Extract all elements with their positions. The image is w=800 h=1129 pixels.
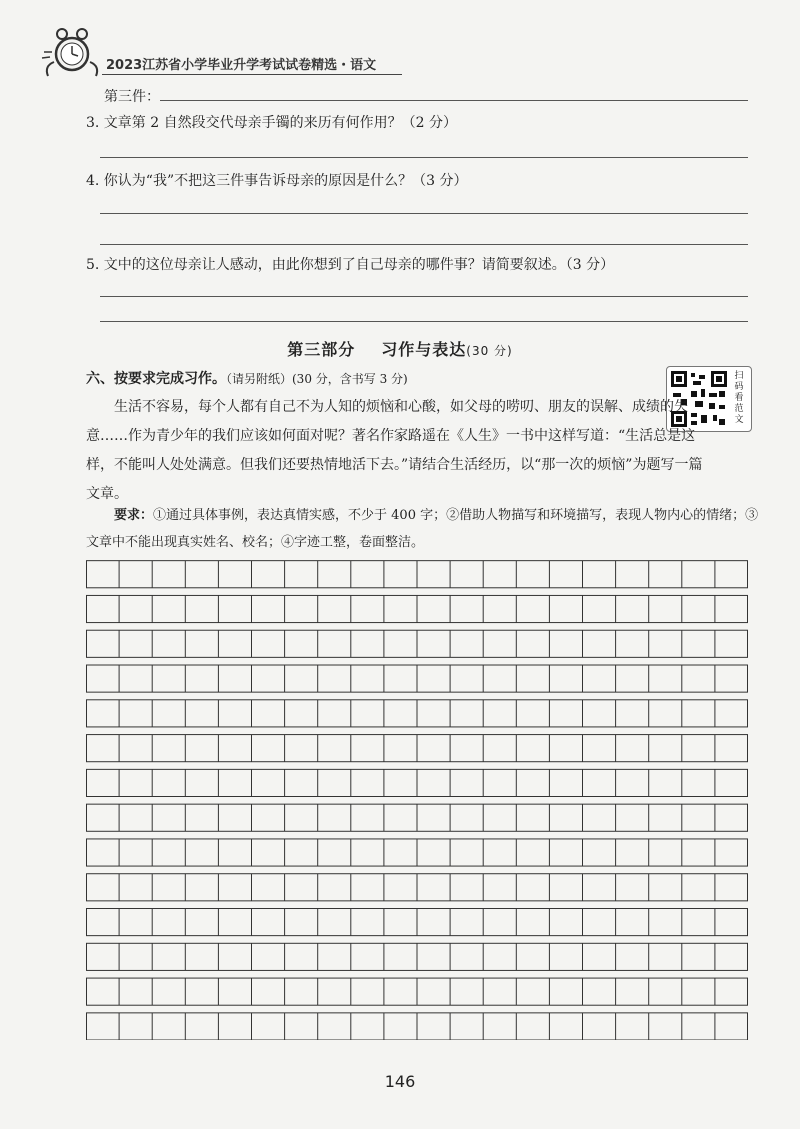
grid-row[interactable] bbox=[87, 665, 748, 692]
grid-row[interactable] bbox=[87, 735, 748, 762]
answer-line bbox=[100, 213, 748, 214]
question-3: 3. 文章第 2 自然段交代母亲手镯的来历有何作用？（2 分） bbox=[86, 115, 457, 131]
header-title: 2023江苏省小学毕业升学考试试卷精选・语文 bbox=[106, 58, 377, 73]
answer-line bbox=[100, 157, 748, 158]
section-score: (30 分) bbox=[466, 344, 513, 358]
grid-row[interactable] bbox=[87, 769, 748, 796]
grid-row[interactable] bbox=[87, 595, 748, 622]
grid-row[interactable] bbox=[87, 630, 748, 657]
section-title-part: 第三部分 bbox=[287, 340, 356, 359]
third-item-label: 第三件： bbox=[104, 89, 160, 105]
answer-line bbox=[100, 321, 748, 322]
grid-row[interactable] bbox=[87, 839, 748, 866]
answer-line bbox=[160, 100, 748, 101]
grid-row[interactable] bbox=[87, 909, 748, 936]
task-heading bbox=[86, 368, 408, 388]
question-4: 4. 你认为“我”不把这三件事告诉母亲的原因是什么？（3 分） bbox=[86, 173, 468, 189]
requirements-text: ①通过具体事例，表达真情实感，不少于 400 字；②借助人物描写和环境描写，表现人物内心的情绪；③文章中不能出现真实姓名、校名；④字迹工整，卷面整洁。 bbox=[86, 508, 759, 550]
answer-line bbox=[100, 296, 748, 297]
requirements-label: 要求： bbox=[114, 508, 154, 523]
task-heading-text: 六、按要求完成习作。 bbox=[86, 371, 226, 387]
answer-line bbox=[100, 244, 748, 245]
grid-row[interactable] bbox=[87, 943, 748, 970]
grid-row[interactable] bbox=[87, 978, 748, 1005]
section-title-name: 习作与表达 bbox=[381, 340, 467, 359]
grid-row[interactable] bbox=[87, 804, 748, 831]
task-requirements bbox=[86, 502, 766, 556]
section-title bbox=[0, 337, 800, 360]
grid-row[interactable] bbox=[87, 561, 748, 588]
clock-mascot-icon bbox=[40, 22, 104, 82]
task-paragraph: 生活不容易，每个人都有自己不为人知的烦恼和心酸，如父母的唠叨、朋友的误解、成绩的失意……作为青少年的我们应该如何面对呢？著名作家路遥在《人生》一书中这样写道：“生活总是这样，不能叫人处处满意。但我们还要热情地活下去。”请结合生活经历，以“那一次的烦恼”为题写一篇文章。 bbox=[86, 399, 703, 502]
grid-row[interactable] bbox=[87, 700, 748, 727]
grid-row[interactable] bbox=[87, 1013, 748, 1040]
page-number: 146 bbox=[384, 1072, 416, 1091]
page-header bbox=[40, 22, 380, 82]
question-5: 5. 文中的这位母亲让人感动，由此你想到了自己母亲的哪件事？请简要叙述。（3 分） bbox=[86, 257, 615, 273]
header-divider bbox=[102, 74, 402, 75]
task-note: （请另附纸）(30 分，含书写 3 分) bbox=[226, 372, 408, 386]
grid-row[interactable] bbox=[87, 874, 748, 901]
writing-grid[interactable] bbox=[86, 553, 748, 1040]
qr-label: 扫码看范文 bbox=[734, 371, 744, 425]
